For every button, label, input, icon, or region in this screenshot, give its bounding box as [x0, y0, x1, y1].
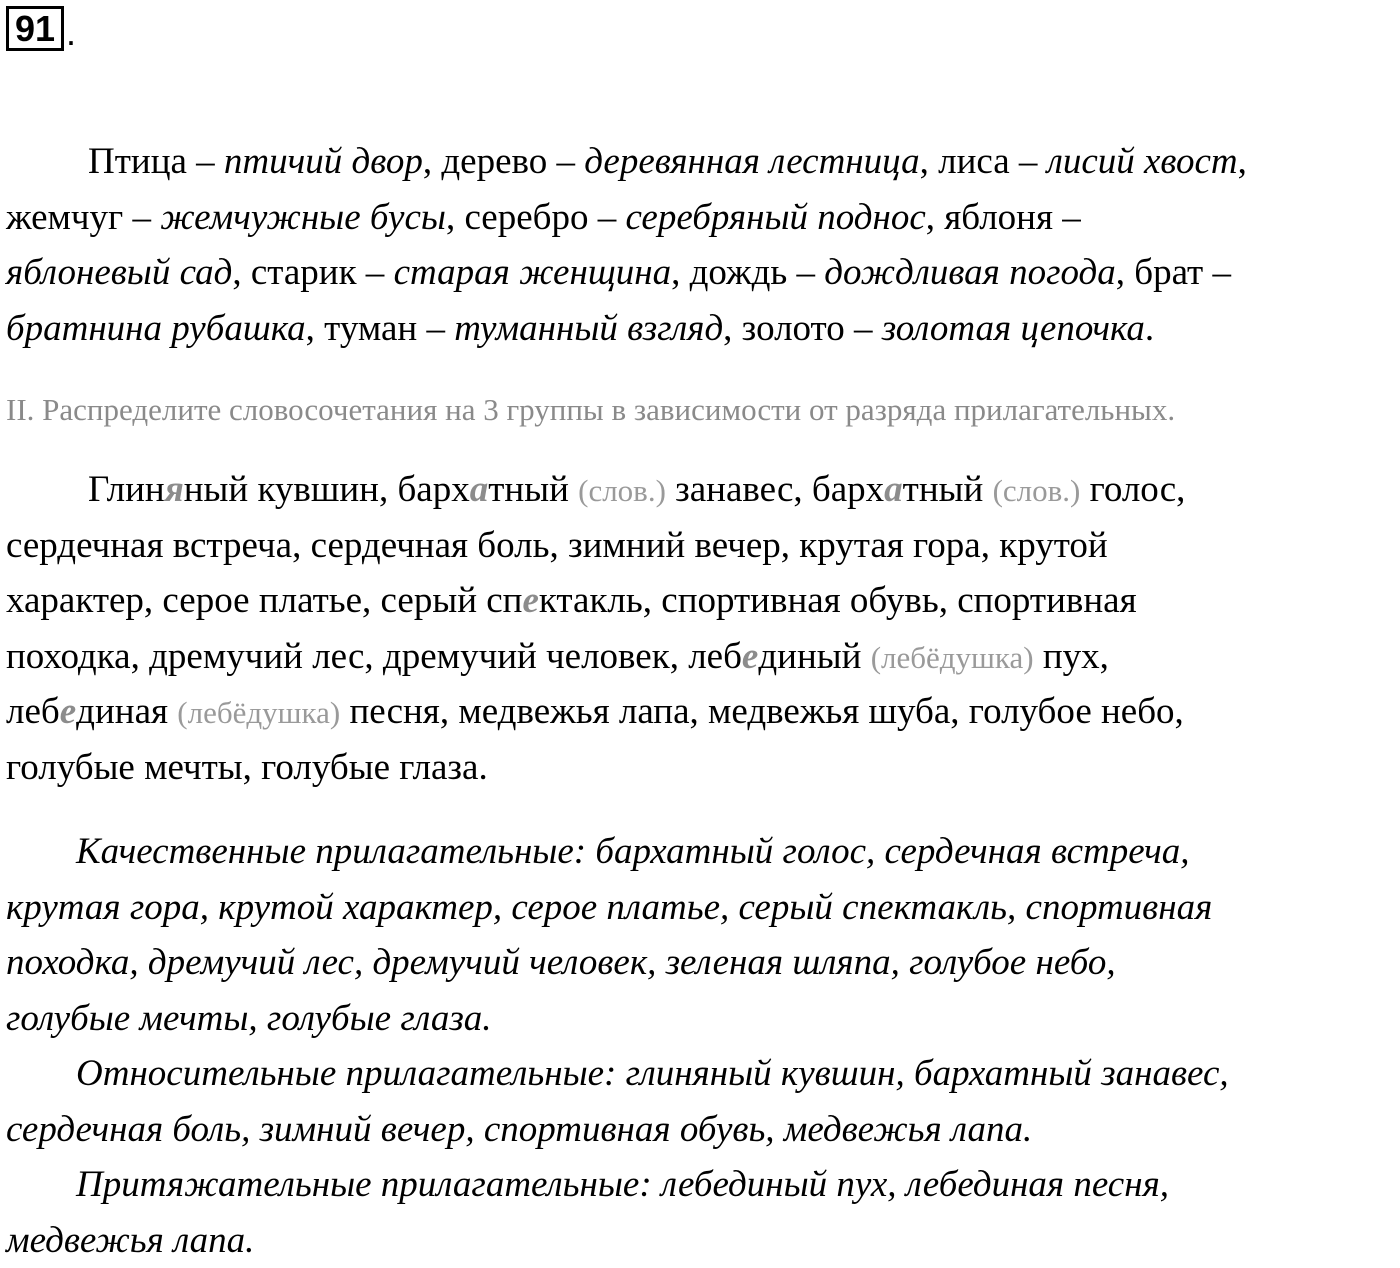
- paragraph-line: медвежья лапа.: [6, 1213, 1396, 1268]
- paragraph-line: походка, дремучий лес, дремучий человек, лебединый (лебёдушка) пух,: [6, 629, 1396, 685]
- dictionary-note: (слов.): [578, 473, 666, 508]
- paragraph-line: голубые мечты, голубые глаза.: [6, 740, 1396, 796]
- dictionary-note: (лебёдушка): [871, 640, 1034, 675]
- paragraph-line: походка, дремучий лес, дремучий человек, зеленая шляпа, голубое небо,: [6, 935, 1396, 991]
- paragraph-line: сердечная встреча, сердечная боль, зимний вечер, крутая гора, крутой: [6, 518, 1396, 574]
- paragraph-line: братнина рубашка, туман – туманный взгляд, золото – золотая цепочка.: [6, 301, 1396, 357]
- highlighted-letter: я: [165, 469, 184, 510]
- answer-relative-line: Относительные прилагательные: глиняный кувшин, бархатный занавес,: [6, 1046, 1396, 1102]
- phrases-paragraph: [6, 462, 1396, 795]
- paragraph-line: сердечная боль, зимний вечер, спортивная обувь, медвежья лапа.: [6, 1102, 1396, 1158]
- dictionary-note: (лебёдушка): [177, 695, 340, 730]
- exercise-number-box: 91: [6, 6, 64, 51]
- paragraph-line: жемчуг – жемчужные бусы, серебро – серебряный поднос, яблоня –: [6, 190, 1396, 246]
- paragraph-line: Глиняный кувшин, бархатный (слов.) занавес, бархатный (слов.) голос,: [6, 462, 1396, 518]
- paragraph-line: лебединая (лебёдушка) песня, медвежья лапа, медвежья шуба, голубое небо,: [6, 684, 1396, 740]
- paragraph-line: яблоневый сад, старик – старая женщина, дождь – дождливая погода, брат –: [6, 245, 1396, 301]
- answer-possessive-line: Притяжательные прилагательные: лебединый пух, лебединая песня,: [6, 1157, 1396, 1213]
- paragraph-line: Птица – птичий двор, дерево – деревянная лестница, лиса – лисий хвост,: [6, 134, 1396, 190]
- answer-qualitative-line: Качественные прилагательные: бархатный голос, сердечная встреча,: [6, 824, 1396, 880]
- paragraph-line: характер, серое платье, серый спектакль, спортивная обувь, спортивная: [6, 573, 1396, 629]
- task-instruction: II. Распределите словосочетания на 3 группы в зависимости от разряда прилагательных.: [6, 390, 1175, 430]
- exercise-number: [6, 6, 76, 51]
- word-pairs-paragraph: [6, 134, 1396, 356]
- paragraph-line: голубые мечты, голубые глаза.: [6, 991, 1396, 1047]
- highlighted-letter: а: [470, 469, 489, 510]
- highlighted-letter: е: [60, 691, 76, 732]
- highlighted-letter: е: [522, 580, 538, 621]
- highlighted-letter: е: [742, 636, 758, 677]
- exercise-number-dot: .: [64, 15, 76, 51]
- answer-paragraph: [6, 824, 1396, 1268]
- highlighted-letter: а: [884, 469, 903, 510]
- dictionary-note: (слов.): [993, 473, 1081, 508]
- paragraph-line: крутая гора, крутой характер, серое платье, серый спектакль, спортивная: [6, 880, 1396, 936]
